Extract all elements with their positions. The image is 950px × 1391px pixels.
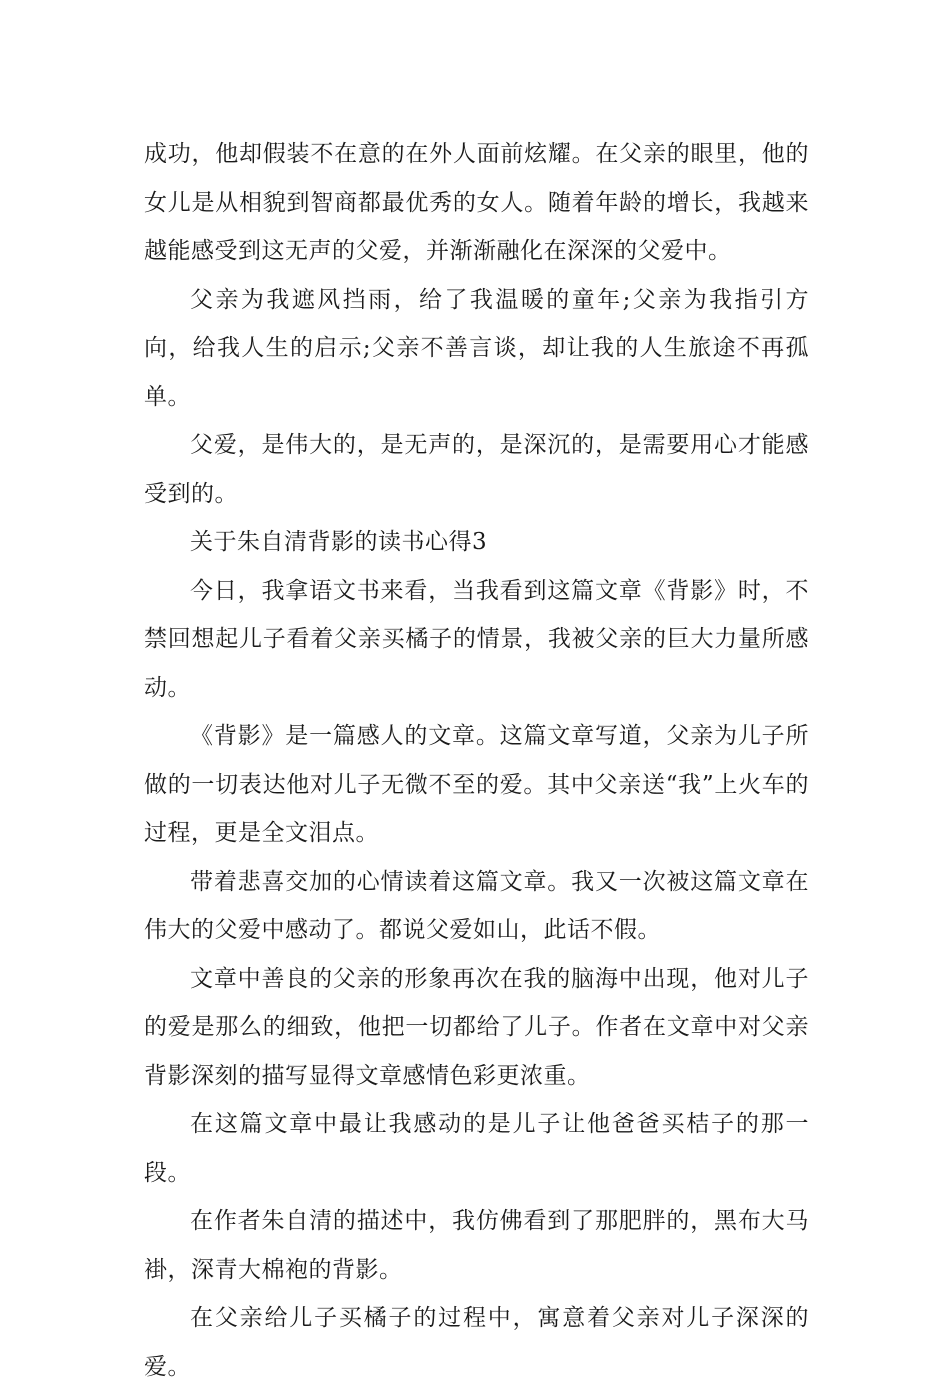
- paragraph: 在父亲给儿子买橘子的过程中，寓意着父亲对儿子深深的爱。: [144, 1305, 809, 1380]
- paragraph: 在这篇文章中最让我感动的是儿子让他爸爸买桔子的那一段。: [144, 1111, 809, 1186]
- paragraph: 父亲为我遮风挡雨，给了我温暖的童年;父亲为我指引方向，给我人生的启示;父亲不善言谈，却让我的人生旅途不再孤单。: [144, 286, 809, 410]
- paragraph: 在作者朱自清的描述中，我仿佛看到了那肥胖的，黑布大马褂，深青大棉袍的背影。: [144, 1208, 809, 1283]
- section-heading: 关于朱自清背影的读书心得3: [190, 529, 488, 555]
- paragraph: 《背影》是一篇感人的文章。这篇文章写道，父亲为儿子所做的一切表达他对儿子无微不至的爱。其中父亲送“我”上火车的过程，更是全文泪点。: [144, 723, 809, 846]
- document-body: [144, 130, 809, 1391]
- paragraph: 今日，我拿语文书来看，当我看到这篇文章《背影》时，不禁回想起儿子看着父亲买橘子的情景，我被父亲的巨大力量所感动。: [144, 577, 809, 701]
- paragraph: 带着悲喜交加的心情读着这篇文章。我又一次被这篇文章在伟大的父爱中感动了。都说父爱如山，此话不假。: [144, 868, 809, 943]
- paragraph: 父爱，是伟大的，是无声的，是深沉的，是需要用心才能感受到的。: [144, 432, 809, 507]
- paragraph: 成功，他却假装不在意的在外人面前炫耀。在父亲的眼里，他的女儿是从相貌到智商都最优秀的女人。随着年龄的增长，我越来越能感受到这无声的父爱，并渐渐融化在深深的父爱中。: [144, 141, 809, 264]
- paragraph: 文章中善良的父亲的形象再次在我的脑海中出现，他对儿子的爱是那么的细致，他把一切都给了儿子。作者在文章中对父亲背影深刻的描写显得文章感情色彩更浓重。: [144, 965, 809, 1089]
